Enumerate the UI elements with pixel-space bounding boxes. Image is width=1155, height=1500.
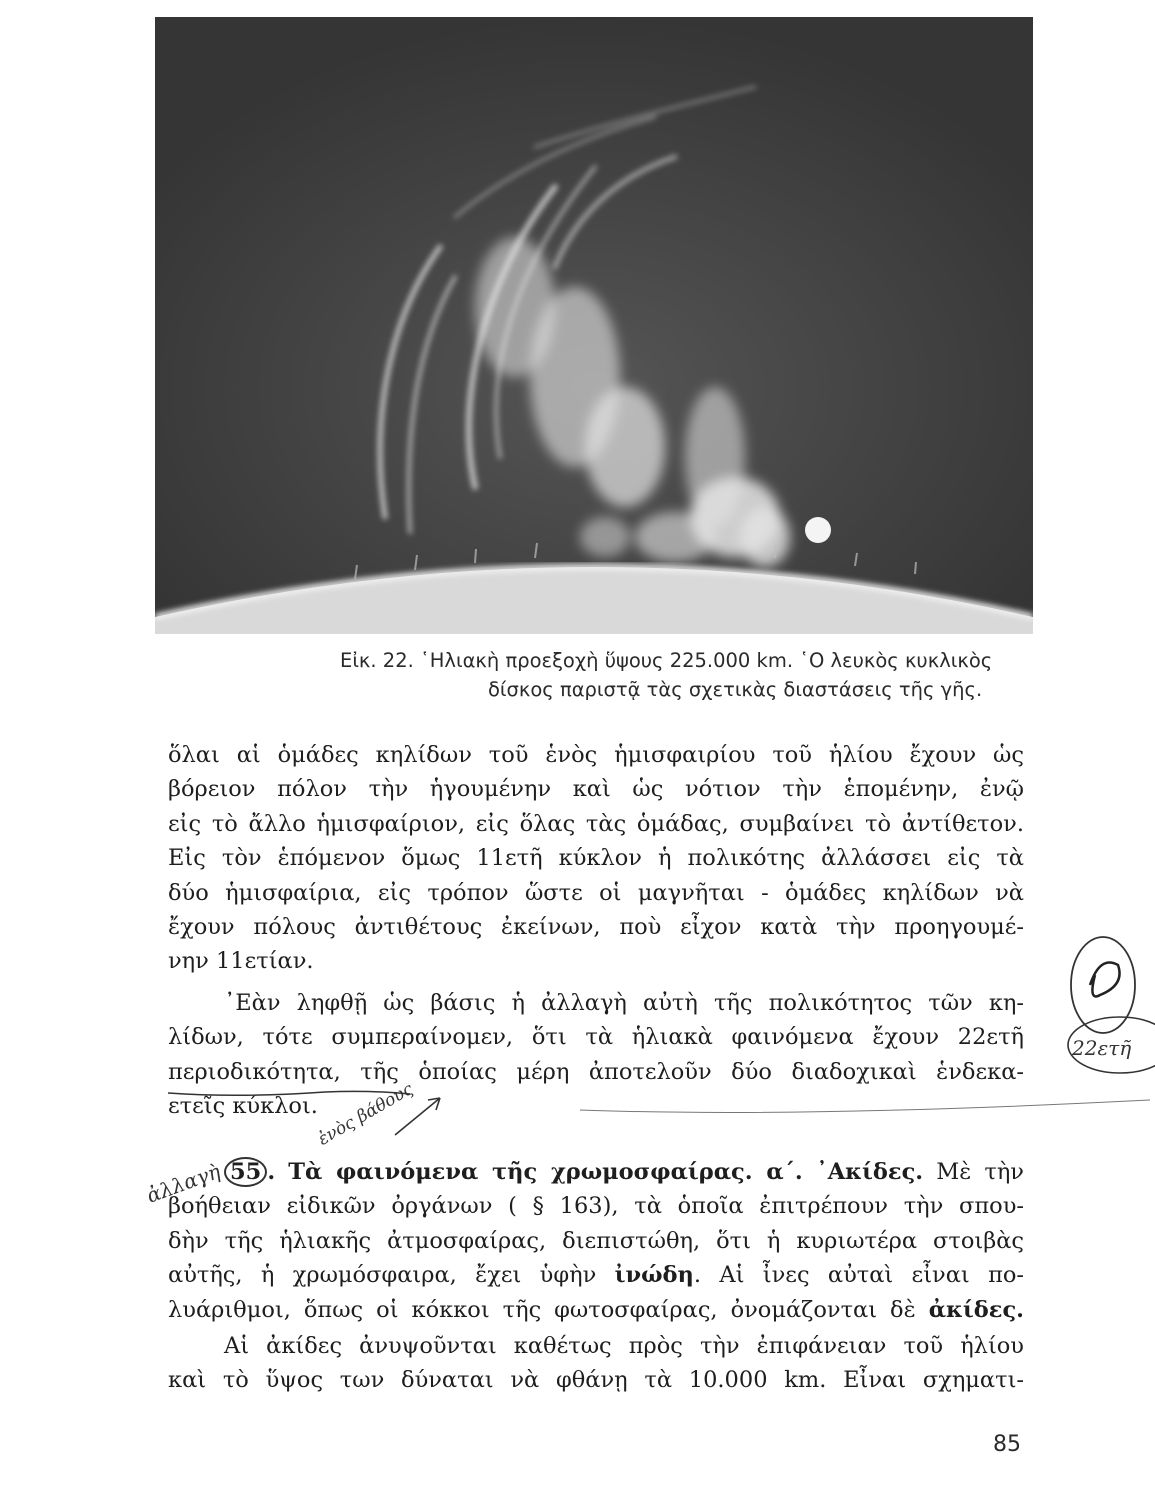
earth-disk: [805, 517, 831, 543]
term-inode: ἰνώδη: [614, 1262, 694, 1289]
caption-line-1: Εἰκ. 22. ῾Ηλιακὴ προεξοχὴ ὕψους 225.000 km. ῾Ο λευκὸς κυκλικὸς: [340, 649, 993, 672]
text-line: ὅλαι αἱ ὁμάδες κηλίδων τοῦ ἑνὸς ἡμισφαιρίου τοῦ ἡλίου ἔχουν ὡς: [168, 742, 1024, 768]
term-akides: ἀκίδες.: [928, 1296, 1024, 1323]
text-line: [168, 1258, 1024, 1292]
text-line: ᾽Εὰν ληφθῇ ὡς βάσις ἡ ἀλλαγὴ αὐτὴ τῆς πολικότητος τῶν κη-: [224, 990, 1024, 1016]
page-number: 85: [993, 1432, 1021, 1457]
text-line: καὶ τὸ ὕψος των δύναται νὰ φθάνῃ τὰ 10.000 km. Εἶναι σχηματι-: [168, 1367, 1024, 1394]
text-line: ἔχουν πόλους ἀντιθέτους ἐκείνων, ποὺ εἶχον κατὰ τὴν προηγουμέ-: [168, 913, 1024, 940]
margin-note-circle: [1068, 1017, 1155, 1073]
paragraph-spicules: [168, 1329, 1024, 1398]
section-heading-line: [168, 1155, 1024, 1189]
text-line: δύο ἡμισφαίρια, εἰς τρόπον ὥστε οἱ μαγνῆται - ὁμάδες κηλίδων νὰ: [168, 879, 1024, 906]
section-number-dot: .: [267, 1159, 276, 1185]
text-line: Αἱ ἀκίδες ἀνυψοῦνται καθέτως πρὸς τὴν ἐπιφάνειαν τοῦ ἡλίου: [224, 1333, 1024, 1359]
text-line: εἰς τὸ ἄλλο ἡμισφαίριον, εἰς ὅλας τὰς ὁμάδας, συμβαίνει τὸ ἀντίθετον.: [168, 810, 1024, 837]
section-number: 55: [224, 1157, 267, 1187]
text-line: λίδων, τότε συμπεραίνομεν, ὅτι τὰ ἡλιακὰ φαινόμενα ἔχουν 22ετῆ: [168, 1024, 1024, 1051]
text-line: ετεῖς κύκλοι.: [168, 1093, 318, 1120]
caption-line-2: δίσκος παριστᾷ τὰς σχετικὰς διαστάσεις τῆς γῆς.: [488, 678, 983, 701]
text-fragment: . Αἱ ἶνες αὐταὶ εἶναι πο-: [693, 1262, 1025, 1289]
section-title: Τὰ φαινόμενα τῆς χρωμοσφαίρας. α΄. ᾽Ακίδες.: [288, 1159, 924, 1185]
paragraph-periodicity: [168, 986, 1024, 1124]
text-line: Εἰς τὸν ἑπόμενον ὅμως 11ετῆ κύκλον ἡ πολικότης ἀλλάσσει εἰς τὰ: [168, 845, 1024, 872]
paragraph-polarity: [168, 738, 1024, 979]
left-note: ἀλλαγὴ: [143, 1158, 224, 1208]
text-line: [168, 1293, 1024, 1327]
margin-note: 22ετῆ: [1072, 1036, 1132, 1060]
text-line: βόρειον πόλον τὴν ἡγουμένην καὶ ὡς νότιον τὴν ἑπομένην, ἐνῷ: [168, 776, 1024, 803]
text-line: νην 11ετίαν.: [168, 948, 314, 975]
section-55: [168, 1155, 1024, 1327]
text-line: βοήθειαν εἰδικῶν ὀργάνων ( § 163), τὰ ὁποῖα ἐπιτρέπουν τὴν σπου-: [168, 1193, 1024, 1220]
underline-note: ἐνὸς βάθους: [314, 1079, 417, 1150]
text-fragment: λυάριθμοι, ὅπως οἱ κόκκοι τῆς φωτοσφαίρας, ὀνομάζονται δὲ: [168, 1296, 916, 1323]
prominence-illustration: [155, 17, 1033, 634]
solar-prominence-photo: [155, 17, 1033, 634]
text-fragment: αὐτῆς, ἡ χρωμόσφαιρα, ἔχει ὑφὴν: [168, 1262, 597, 1289]
margin-circle: [1071, 937, 1135, 1033]
figure-caption: [340, 646, 1040, 704]
section-line1-rest: Μὲ τὴν: [936, 1159, 1024, 1185]
margin-symbol: [1090, 963, 1120, 997]
text-line: δὴν τῆς ἡλιακῆς ἀτμοσφαίρας, διεπιστώθη, ὅτι ἡ κυριωτέρα στοιβὰς: [168, 1227, 1024, 1254]
text-line: περιοδικότητα, τῆς ὁποίας μέρη ἀποτελοῦν δύο διαδοχικαὶ ἑνδεκα-: [168, 1058, 1024, 1085]
